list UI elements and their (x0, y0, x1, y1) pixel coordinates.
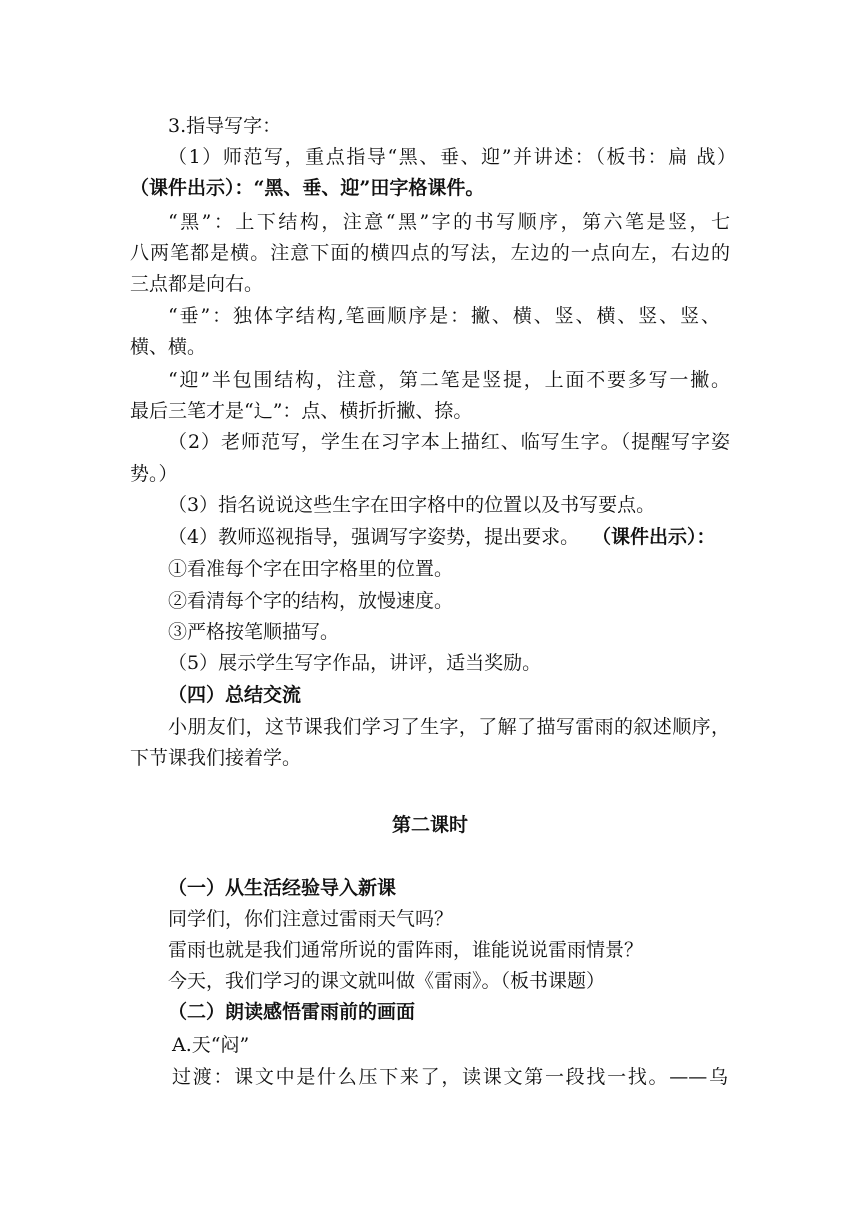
text-line: （课件出示）：“黑、垂、迎”田字格课件。 (130, 177, 485, 199)
text-line: （3）指名说说这些生字在田字格中的位置以及书写要点。 (168, 494, 656, 516)
text-line: 下节课我们接着学。 (130, 747, 302, 769)
text-line-bold: （课件出示）： (592, 526, 716, 548)
text-line: “黑”：上下结构，注意“黑”字的书写顺序，第六笔是竖，七 (168, 211, 730, 233)
text-line: 势。） (130, 463, 178, 485)
section-heading: （一）从生活经验导入新课 (168, 877, 397, 899)
text-line: 雷雨也就是我们通常所说的雷阵雨，谁能说说雷雨情景？ (168, 939, 644, 961)
text-line: 3.指导写字： (168, 115, 282, 137)
text-line: 最后三笔才是“辶”：点、横折折撇、捺。 (130, 400, 473, 422)
text-line: 小朋友们，这节课我们学习了生字，了解了描写雷雨的叙述顺序， (168, 716, 730, 738)
lesson-title: 第二课时 (391, 814, 468, 836)
text-line: ③严格按笔顺描写。 (168, 621, 340, 643)
text-line: （2）老师范写，学生在习字本上描红、临写生字。（提醒写字姿 (168, 431, 730, 453)
text-line: ①看准每个字在田字格里的位置。 (168, 558, 454, 580)
text-line: 过渡：课文中是什么压下来了，读课文第一段找一找。——乌 (172, 1066, 728, 1088)
text-line: （1）师范写，重点指导“黑、垂、迎”并讲述：（板书：扁 战） (168, 146, 736, 168)
text-line: 同学们，你们注意过雷雨天气吗？ (168, 908, 454, 930)
text-line: 横、横。 (130, 336, 207, 358)
text-line: 三点都是向右。 (130, 273, 264, 295)
section-heading: （二）朗读感悟雷雨前的画面 (168, 1001, 416, 1023)
text-line: “迎”半包围结构，注意，第二笔是竖提，上面不要多写一撇。 (168, 369, 730, 391)
text-line: “垂”：独体字结构,笔画顺序是：撇、横、竖、横、竖、竖、 (168, 305, 720, 327)
text-line: 八两笔都是横。注意下面的横四点的写法，左边的一点向左，右边的 (130, 242, 730, 264)
text-line: A.天“闷” (172, 1034, 250, 1056)
text-line: 今天，我们学习的课文就叫做《雷雨》。（板书课题） (168, 970, 606, 992)
text-line: ②看清每个字的结构，放慢速度。 (168, 590, 454, 612)
text-line: （4）教师巡视指导，强调写字姿势，提出要求。 (168, 526, 580, 548)
section-heading: （四）总结交流 (168, 684, 302, 706)
text-line: （5）展示学生写字作品，讲评，适当奖励。 (168, 652, 542, 674)
